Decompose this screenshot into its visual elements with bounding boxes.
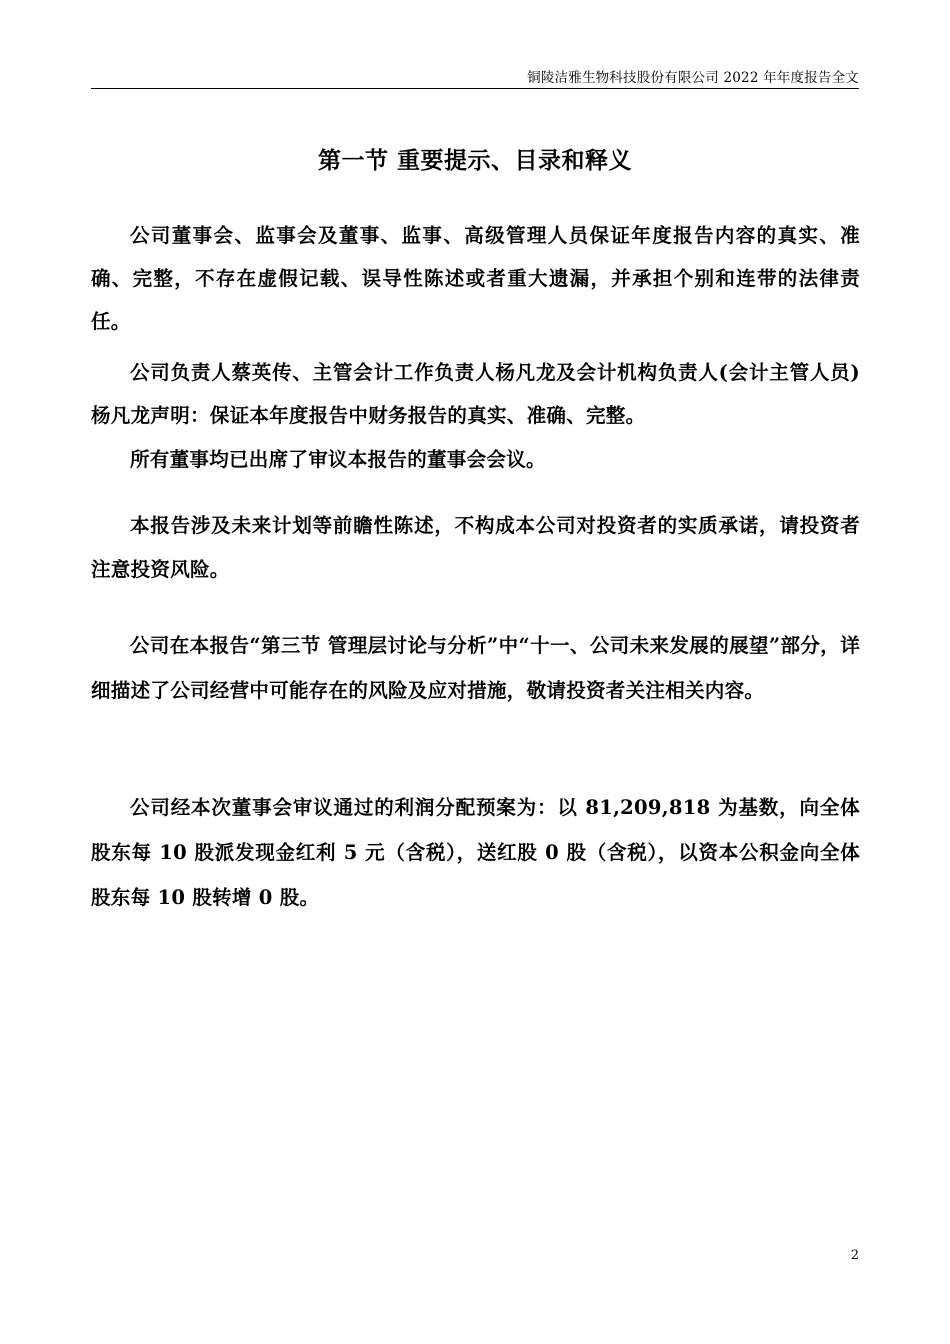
header-title: 铜陵洁雅生物科技股份有限公司 2022 年年度报告全文 xyxy=(527,70,859,86)
page-number: 2 xyxy=(850,1248,859,1263)
paragraph-profit-distribution: 公司经本次董事会审议通过的利润分配预案为：以 81,209,818 为基数，向全体股东每 10 股派发现金红利 5 元（含税），送红股 0 股（含税），以资本公积金向全体股东每 10 股转增 0 股。 xyxy=(91,796,860,909)
paragraph-responsible-persons: 公司负责人蔡英传、主管会计工作负责人杨凡龙及会计机构负责人(会计主管人员)杨凡龙声明：保证本年度报告中财务报告的真实、准确、完整。 xyxy=(91,361,860,427)
section-title: 第一节 重要提示、目录和释义 xyxy=(317,147,632,174)
page-header xyxy=(91,62,859,89)
paragraph-risk-notice: 公司在本报告“第三节 管理层讨论与分析”中“十一、公司未来发展的展望”部分，详细描述了公司经营中可能存在的风险及应对措施，敬请投资者关注相关内容。 xyxy=(91,634,860,702)
paragraph-board-guarantee: 公司董事会、监事会及董事、监事、高级管理人员保证年度报告内容的真实、准确、完整，不存在虚假记载、误导性陈述或者重大遗漏，并承担个别和连带的法律责任。 xyxy=(91,224,860,333)
paragraph-forward-looking: 本报告涉及未来计划等前瞻性陈述，不构成本公司对投资者的实质承诺，请投资者注意投资风险。 xyxy=(91,514,860,581)
paragraph-attendance: 所有董事均已出席了审议本报告的董事会会议。 xyxy=(130,448,546,471)
